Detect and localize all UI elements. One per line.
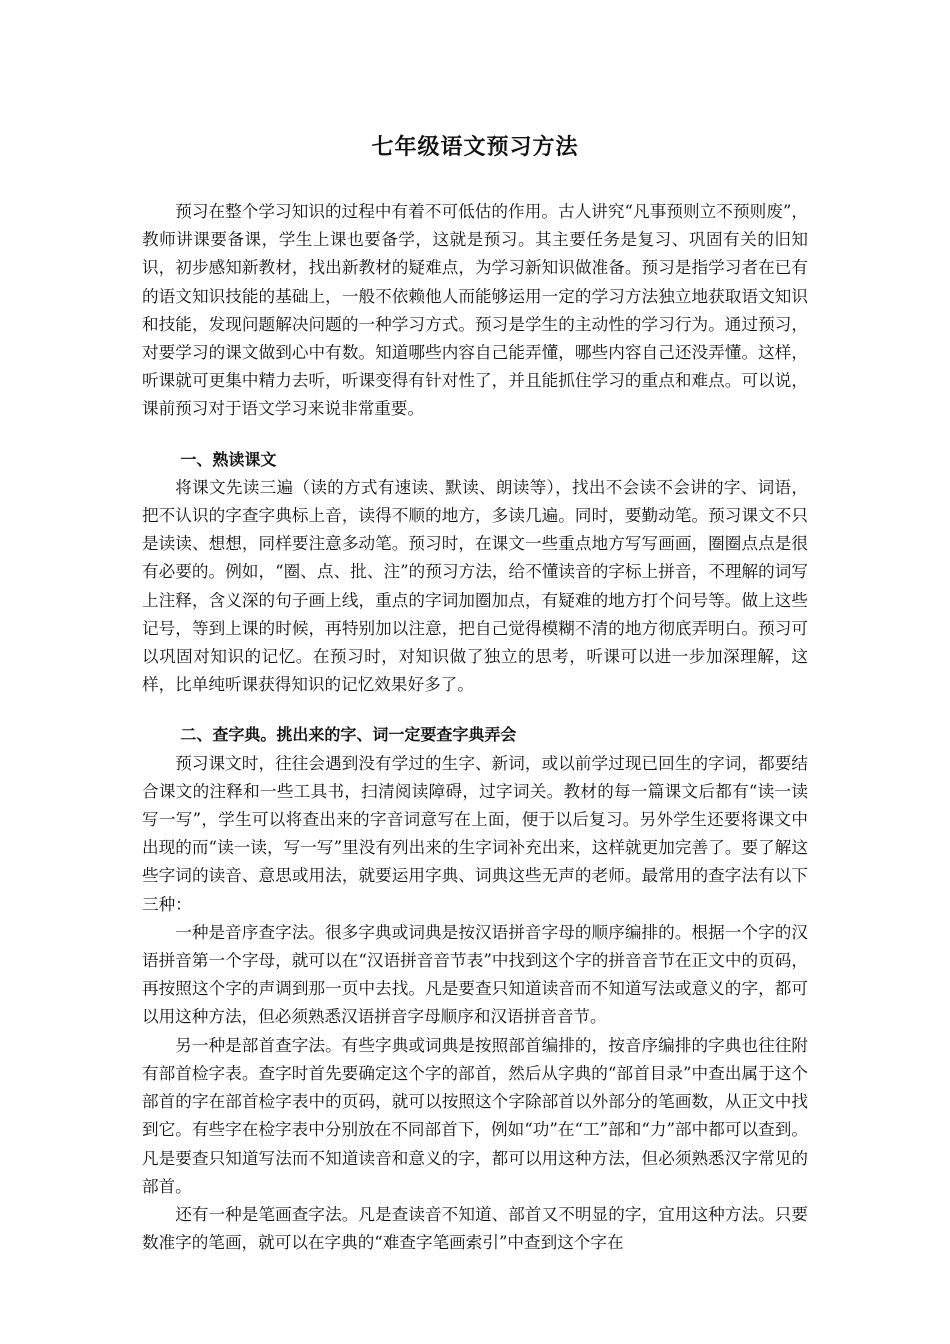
section-heading-1: 一、熟读课文: [180, 449, 277, 469]
document-title: 七年级语文预习方法: [371, 135, 579, 160]
section-2-paragraph-4: 还有一种是笔画查字法。凡是查读音不知道、部首又不明显的字，宜用这种方法。只要数准字的笔画，就可以在字典的“难查字笔画索引”中查到这个字在: [142, 1204, 808, 1253]
section-1-paragraph: 将课文先读三遍（读的方式有速读、默读、朗读等），找出不会读不会讲的字、词语，把不认识的字查字典标上音，读得不顺的地方，多读几遍。同时，要勤动笔。预习课文不只是读读、想想，同样要注意多动笔。预习时，在课文一些重点地方写写画画，圈圈点点是很有必要的。例如，“圈、点、批、注”的预习方法，给不懂读音的字标上拼音，不理解的词写上注释，含义深的句子画上线，重点的字词加圈加点，有疑难的地方打个问号等。做上这些记号，等到上课的时候，再特别加以注意，把自己觉得模糊不清的地方彻底弄明白。预习可以巩固对知识的记忆。在预习时，对知识做了独立的思考，听课可以进一步加深理解，这样，比单纯听课获得知识的记忆效果好多了。: [142, 477, 808, 695]
document-page: [142, 128, 808, 1257]
section-2-paragraph-2: 一种是音序查字法。很多字典或词典是按汉语拼音字母的顺序编排的。根据一个字的汉语拼音第一个字母，就可以在“汉语拼音音节表”中找到这个字的拼音音节在正文中的页码，再按照这个字的声调到那一页中去找。凡是要查只知道读音而不知道写法或意义的字，都可以用这种方法，但必须熟悉汉语拼音字母顺序和汉语拼音音节。: [142, 922, 808, 1027]
section-2-paragraph-1: 预习课文时，往往会遇到没有学过的生字、新词，或以前学过现已回生的字词，都要结合课文的注释和一些工具书，扫清阅读障碍，过字词关。教材的每一篇课文后都有“读一读 写一写”，学生可以将查出来的字音词意写在上面，便于以后复习。另外学生还要将课文中出现的而“读一读，写一写”里没有列出来的生字词补充出来，这样就更加完善了。要了解这些字词的读音、意思或用法，就要运用字典、词典这些无声的老师。最常用的查字法有以下三种：: [142, 753, 808, 914]
section-2-paragraph-3: 另一种是部首查字法。有些字典或词典是按照部首编排的，按音序编排的字典也往往附有部首检字表。查字时首先要确定这个字的部首，然后从字典的“部首目录”中查出属于这个部首的字在部首检字表中的页码，就可以按照这个字除部首以外部分的笔画数，从正文中找到它。有些字在检字表中分别放在不同部首下，例如“功”在“工”部和“力”部中都可以查到。凡是要查只知道写法而不知道读音和意义的字，都可以用这种方法，但必须熟悉汉字常见的部首。: [142, 1035, 808, 1196]
intro-paragraph: 预习在整个学习知识的过程中有着不可低估的作用。古人讲究“凡事预则立不预则废”，教师讲课要备课，学生上课也要备学，这就是预习。其主要任务是复习、巩固有关的旧知识，初步感知新教材，找出新教材的疑难点，为学习新知识做准备。预习是指学习者在已有的语文知识技能的基础上，一般不依赖他人而能够运用一定的学习方法独立地获取语文知识和技能，发现问题解决问题的一种学习方式。预习是学生的主动性的学习行为。通过预习，对要学习的课文做到心中有数。知道哪些内容自己能弄懂，哪些内容自己还没弄懂。这样，听课就可更集中精力去听，听课变得有针对性了，并且能抓住学习的重点和难点。可以说，课前预习对于语文学习来说非常重要。: [142, 202, 808, 419]
section-heading-2: 二、查字典。挑出来的字、词一定要查字典弄会: [180, 725, 517, 745]
